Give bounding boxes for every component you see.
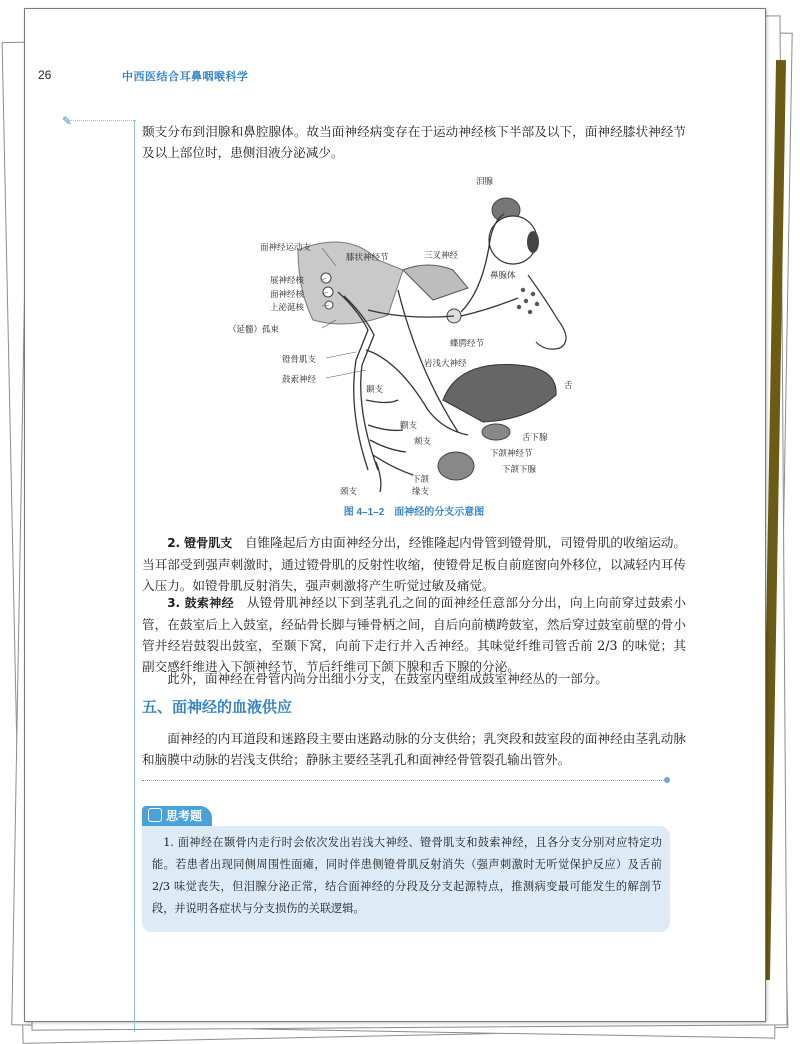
- trigeminal-ganglion-shape: [403, 265, 468, 300]
- label-cervical-branch: 颈支: [340, 487, 358, 497]
- label-lacrimal-gland: 泪腺: [476, 177, 494, 187]
- paragraph-stapedius: [142, 532, 686, 596]
- think-box-tab: [142, 806, 212, 826]
- margin-rule-horizontal: [66, 120, 136, 121]
- label-abducens-nucleus: 展神经核: [270, 276, 305, 286]
- label-sublingual-gland: 舌下腺: [522, 433, 548, 443]
- label-temporal-branch: 颞支: [366, 385, 384, 395]
- buccal-branch-path: [370, 440, 406, 452]
- submandibular-gland-shape: [438, 452, 474, 480]
- tongue-shape: [443, 364, 556, 422]
- figure-caption: 图 4–1–2 面神经的分支示意图: [343, 507, 485, 518]
- zygomatic-branch-path: [368, 425, 403, 430]
- iris-shape: [527, 231, 539, 253]
- label-geniculate-ganglion: 膝状神经节: [346, 253, 389, 263]
- lead-chorda-tympani: 3. 鼓索神经: [167, 596, 234, 610]
- running-head-title: 中西医结合耳鼻咽喉科学: [122, 71, 249, 83]
- leaf-icon: ✎: [62, 114, 73, 128]
- label-facial-motor-branch: 面神经运动支: [260, 243, 312, 253]
- paragraph-chorda-tympani: [142, 592, 686, 677]
- text-stapedius: 自锥隆起后方由面神经分出，经锥隆起内骨管到镫骨肌，司镫骨肌的收缩运动。当耳部受到强声刺激时，通过镫骨肌的反射性收缩，使镫骨足板自前庭窗向外移位，以减轻内耳传入压力。如镫骨肌反射消失，强声刺激将产生听觉过敏及痛觉。: [142, 535, 687, 593]
- label-marginal-mandibular-2: 缘支: [412, 487, 430, 497]
- label-pterygopalatine-ganglion: 蝶腭经节: [450, 339, 485, 349]
- page-number: 26: [38, 68, 52, 82]
- nasal-gland-dots: [517, 288, 539, 314]
- temporal-branch-path: [366, 400, 398, 403]
- margin-rule-vertical: [134, 120, 135, 1032]
- label-tongue: 舌: [564, 381, 573, 391]
- section-paragraph: 面神经的内耳道段和迷路段主要由迷路动脉的分支供给；乳突段和鼓室段的面神经由茎乳动脉和脑膜中动脉的岩浅支供给；静脉主要经茎乳孔和面神经骨管裂孔输出管外。: [142, 731, 686, 767]
- think-box-tab-label: 思考题: [166, 809, 203, 823]
- section-title: 五、面神经的血液供应: [142, 698, 293, 716]
- separator-dot: [664, 777, 670, 783]
- text-chorda-tympani: 从镫骨肌神经以下到茎乳孔之间的面神经任意部分分出，向上向前穿过鼓索小管，在鼓室后上入鼓室，经砧骨长脚与锤骨柄之间，自后向前横跨鼓室，然后穿过鼓室前壁的骨小管并经岩鼓裂出鼓室，至颞下窝，向前下走行并入舌神经。其味觉纤维司管舌前 2/3 的味觉；其副交感纤维进入下颌神经节，节后纤维司下颌下腺和舌下腺的分泌。: [142, 595, 687, 674]
- label-nasal-gland: 鼻腺体: [490, 271, 516, 281]
- label-trigeminal-nerve: 三叉神经: [424, 251, 459, 261]
- label-buccal-branch: 颊支: [414, 437, 432, 447]
- label-facial-nucleus: 面神经核: [270, 290, 305, 300]
- intro-paragraph: 颞支分布到泪腺和鼻腔腺体。故当面神经病变存在于运动神经核下半部及以下，面神经膝状神经节及以上部位时，患侧泪液分泌减少。: [142, 124, 686, 160]
- label-submandibular-ganglion: 下颌神经节: [490, 449, 533, 459]
- note-icon: [148, 808, 162, 822]
- section-separator: [142, 780, 666, 781]
- label-greater-petrosal-nerve: 岩浅大神经: [424, 359, 467, 369]
- think-box-question: 1. 面神经在颞骨内走行时会依次发出岩浅大神经、镫骨肌支和鼓索神经，且各分支分别对应特定功能。若患者出现同侧周围性面瘫，同时伴患侧镫骨肌反射消失（强声刺激时无听觉保护反应）及舌前 2/3 味觉丧失，但泪腺分泌正常，结合面神经的分段及分支起源特点，推测病变最可能发生的解剖节段，并说明各症状与分支损伤的关联逻辑。: [152, 836, 662, 915]
- label-stapedius-branch: 镫骨肌支: [282, 355, 317, 365]
- nose-outline: [528, 275, 566, 349]
- label-chorda-tympani: 鼓索神经: [282, 375, 317, 385]
- label-superior-salivatory-nucleus: 上泌涎核: [270, 303, 305, 313]
- label-submandibular-gland: 下颌下腺: [502, 465, 537, 475]
- label-solitary-tract: （延髓）孤束: [228, 325, 280, 335]
- label-marginal-mandibular-1: 下颌: [412, 475, 430, 485]
- closing-paragraph: 此外，面神经在骨管内尚分出细小分支，在鼓室内壁组成鼓室神经丛的一部分。: [167, 671, 608, 686]
- lead-stapedius: 2. 镫骨肌支: [167, 536, 233, 550]
- facial-nerve-branch-diagram: [228, 170, 588, 500]
- sublingual-gland-shape: [482, 424, 510, 440]
- label-zygomatic-branch: 颧支: [400, 421, 418, 431]
